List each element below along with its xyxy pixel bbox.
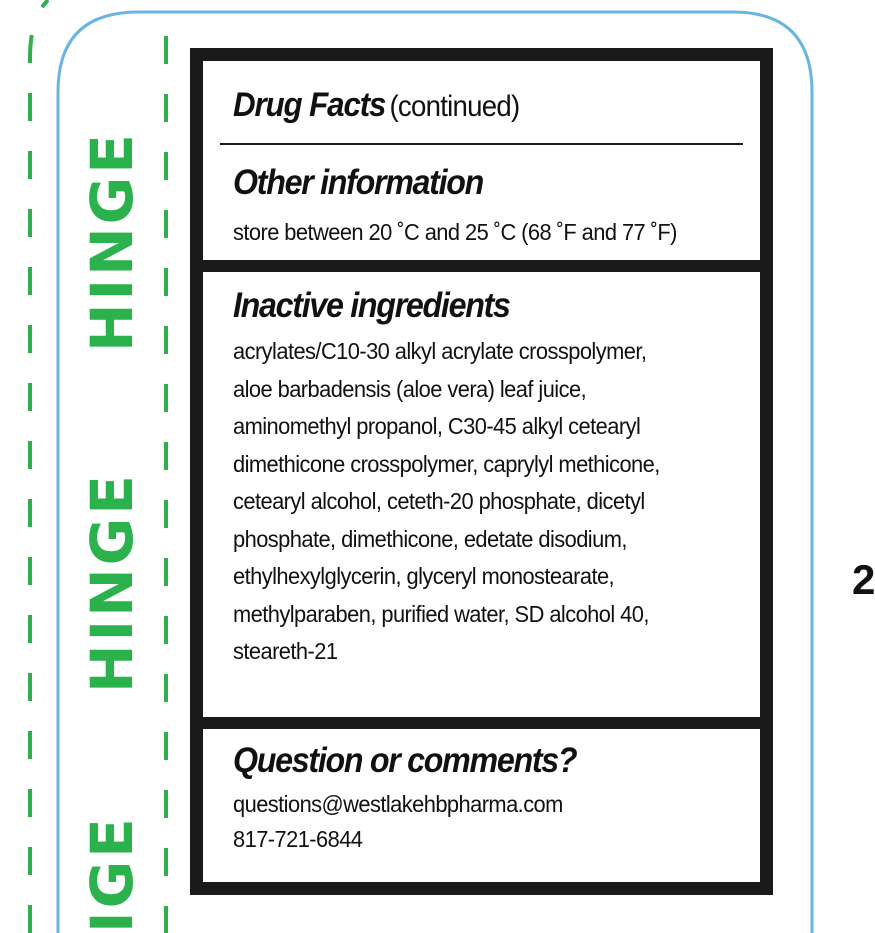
drug-facts-title	[233, 86, 519, 125]
questions-email: questions@westlakehbpharma.com	[233, 791, 563, 817]
inactive-ingredients-list	[233, 333, 660, 671]
drug-facts-title-main: Drug Facts	[233, 86, 386, 124]
ingredient-line: cetearyl alcohol, ceteth-20 phosphate, dicetyl	[233, 488, 645, 514]
section-divider	[203, 260, 760, 272]
other-information-text: store between 20 ˚C and 25 ˚C (68 ˚F and 77 ˚F)	[233, 219, 677, 245]
drug-facts-panel	[190, 48, 773, 895]
ingredient-line: ethylhexylglycerin, glyceryl monostearate,	[233, 563, 615, 589]
hinge-label-top: HINGE	[78, 131, 146, 352]
ingredient-line: aminomethyl propanol, C30-45 alkyl cetearyl	[233, 413, 641, 439]
section-divider	[203, 717, 760, 729]
ingredient-line: dimethicone crosspolymer, caprylyl methicone,	[233, 450, 660, 477]
inactive-ingredients-heading: Inactive ingredients	[233, 286, 510, 325]
other-information-heading: Other information	[233, 163, 484, 202]
questions-heading: Question or comments?	[233, 741, 577, 780]
drug-facts-title-suffix: (continued)	[389, 90, 520, 123]
title-rule	[220, 143, 743, 145]
hinge-label-bottom: IGE	[78, 815, 146, 933]
edge-fragment: 2	[852, 556, 875, 603]
ingredient-line: aloe barbadensis (aloe vera) leaf juice,	[233, 375, 587, 402]
outer-cut-line	[30, 0, 48, 933]
hinge-label-middle: HINGE	[78, 472, 146, 693]
ingredient-line: acrylates/C10-30 alkyl acrylate crosspolymer,	[233, 338, 647, 364]
ingredient-line: methylparaben, purified water, SD alcohol 40,	[233, 600, 649, 627]
ingredient-line: steareth-21	[233, 638, 338, 664]
questions-phone: 817-721-6844	[233, 826, 363, 852]
ingredient-line: phosphate, dimethicone, edetate disodium,	[233, 525, 627, 552]
